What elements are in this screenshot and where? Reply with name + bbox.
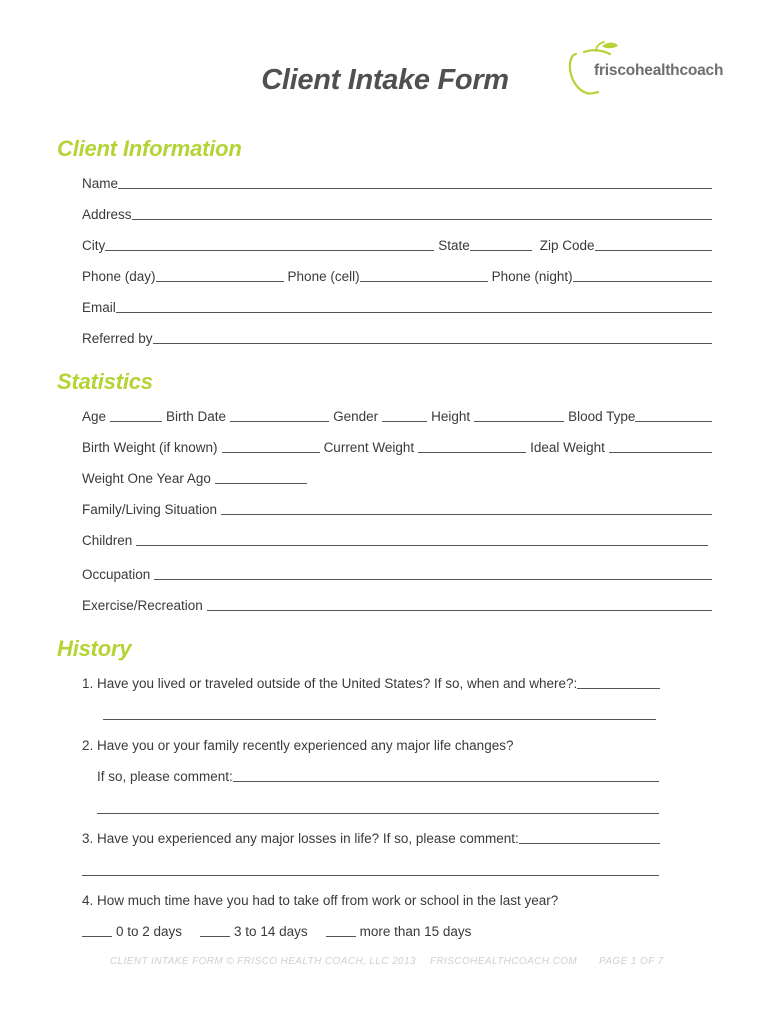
phone-night-field[interactable] bbox=[573, 269, 712, 282]
history-q3-field-line-2[interactable] bbox=[82, 875, 659, 876]
email-row bbox=[82, 300, 712, 315]
gender-field[interactable] bbox=[382, 409, 427, 422]
name-field[interactable] bbox=[118, 176, 712, 189]
height-label: Height bbox=[431, 409, 471, 424]
referred-by-field[interactable] bbox=[153, 331, 712, 344]
history-q3-label: 3. Have you experienced any major losses in life? If so, please comment: bbox=[82, 831, 519, 846]
form-title: Client Intake Form bbox=[261, 64, 509, 96]
ideal-weight-label: Ideal Weight bbox=[530, 440, 605, 455]
blood-type-field[interactable] bbox=[635, 409, 712, 422]
family-field[interactable] bbox=[221, 502, 712, 515]
stats-row-1 bbox=[82, 409, 712, 424]
footer-page-number: PAGE 1 OF 7 bbox=[599, 956, 664, 967]
history-q2-row bbox=[82, 738, 712, 753]
city-row bbox=[82, 238, 712, 253]
phone-day-field[interactable] bbox=[156, 269, 284, 282]
name-row bbox=[82, 176, 712, 191]
history-q2-label: 2. Have you or your family recently experienced any major life changes? bbox=[82, 738, 514, 753]
address-label: Address bbox=[82, 207, 132, 222]
height-field[interactable] bbox=[474, 409, 564, 422]
city-field[interactable] bbox=[105, 238, 434, 251]
option-15-plus-days-blank[interactable] bbox=[326, 924, 356, 937]
phone-row bbox=[82, 269, 712, 284]
history-q4-options bbox=[82, 924, 712, 939]
occupation-row bbox=[82, 567, 712, 582]
email-field[interactable] bbox=[116, 300, 712, 313]
gender-label: Gender bbox=[333, 409, 379, 424]
weight-year-row bbox=[82, 471, 712, 486]
history-q2b-row bbox=[97, 769, 659, 784]
history-q4-row bbox=[82, 893, 712, 908]
history-q1-label: 1. Have you lived or traveled outside of the United States? If so, when and where?: bbox=[82, 676, 578, 691]
stats-row-2 bbox=[82, 440, 712, 455]
company-logo bbox=[566, 40, 726, 100]
history-q2-field[interactable] bbox=[233, 769, 659, 782]
weight-year-ago-field[interactable] bbox=[215, 471, 307, 484]
birth-date-label: Birth Date bbox=[166, 409, 227, 424]
option-0-2-days-label: 0 to 2 days bbox=[116, 924, 183, 939]
option-15-plus-days-label: more than 15 days bbox=[359, 924, 472, 939]
section-heading-client-info: Client Information bbox=[57, 136, 242, 161]
children-row bbox=[82, 533, 708, 548]
footer-copyright: CLIENT INTAKE FORM © FRISCO HEALTH COACH, LLC 2013 bbox=[110, 956, 416, 967]
history-q1-field[interactable] bbox=[577, 676, 660, 689]
occupation-label: Occupation bbox=[82, 567, 151, 582]
phone-night-label: Phone (night) bbox=[491, 269, 573, 284]
children-field[interactable] bbox=[136, 533, 708, 546]
family-row bbox=[82, 502, 712, 517]
age-label: Age bbox=[82, 409, 107, 424]
history-q1-field-line-2[interactable] bbox=[103, 719, 656, 720]
history-q2b-label: If so, please comment: bbox=[97, 769, 233, 784]
history-q1-row bbox=[82, 676, 660, 691]
option-0-2-days-blank[interactable] bbox=[82, 924, 112, 937]
birth-date-field[interactable] bbox=[230, 409, 329, 422]
state-label: State bbox=[438, 238, 470, 253]
current-weight-label: Current Weight bbox=[323, 440, 415, 455]
current-weight-field[interactable] bbox=[418, 440, 526, 453]
section-heading-history: History bbox=[57, 636, 132, 661]
history-q3-row bbox=[82, 831, 660, 846]
section-heading-statistics: Statistics bbox=[57, 369, 153, 394]
ideal-weight-field[interactable] bbox=[609, 440, 712, 453]
weight-year-ago-label: Weight One Year Ago bbox=[82, 471, 211, 486]
exercise-row bbox=[82, 598, 712, 613]
phone-cell-label: Phone (cell) bbox=[287, 269, 360, 284]
phone-cell-field[interactable] bbox=[360, 269, 488, 282]
name-label: Name bbox=[82, 176, 119, 191]
footer-website: FRISCOHEALTHCOACH.COM bbox=[430, 956, 578, 967]
phone-day-label: Phone (day) bbox=[82, 269, 156, 284]
blood-type-label: Blood Type bbox=[568, 409, 636, 424]
option-3-14-days-blank[interactable] bbox=[200, 924, 230, 937]
occupation-field[interactable] bbox=[154, 567, 712, 580]
birth-weight-label: Birth Weight (if known) bbox=[82, 440, 218, 455]
zip-field[interactable] bbox=[595, 238, 712, 251]
state-field[interactable] bbox=[470, 238, 532, 251]
city-label: City bbox=[82, 238, 106, 253]
email-label: Email bbox=[82, 300, 116, 315]
logo-text: friscohealthcoach bbox=[594, 62, 724, 79]
birth-weight-field[interactable] bbox=[222, 440, 320, 453]
age-field[interactable] bbox=[110, 409, 162, 422]
referred-row bbox=[82, 331, 712, 346]
history-q2-field-line-2[interactable] bbox=[97, 813, 659, 814]
exercise-field[interactable] bbox=[207, 598, 712, 611]
exercise-label: Exercise/Recreation bbox=[82, 598, 203, 613]
history-q4-label: 4. How much time have you had to take off from work or school in the last year? bbox=[82, 893, 559, 908]
option-3-14-days-label: 3 to 14 days bbox=[234, 924, 308, 939]
zip-label: Zip Code bbox=[539, 238, 595, 253]
address-row bbox=[82, 207, 712, 222]
referred-by-label: Referred by bbox=[82, 331, 153, 346]
address-field[interactable] bbox=[132, 207, 712, 220]
family-label: Family/Living Situation bbox=[82, 502, 218, 517]
children-label: Children bbox=[82, 533, 133, 548]
history-q3-field[interactable] bbox=[519, 831, 660, 844]
